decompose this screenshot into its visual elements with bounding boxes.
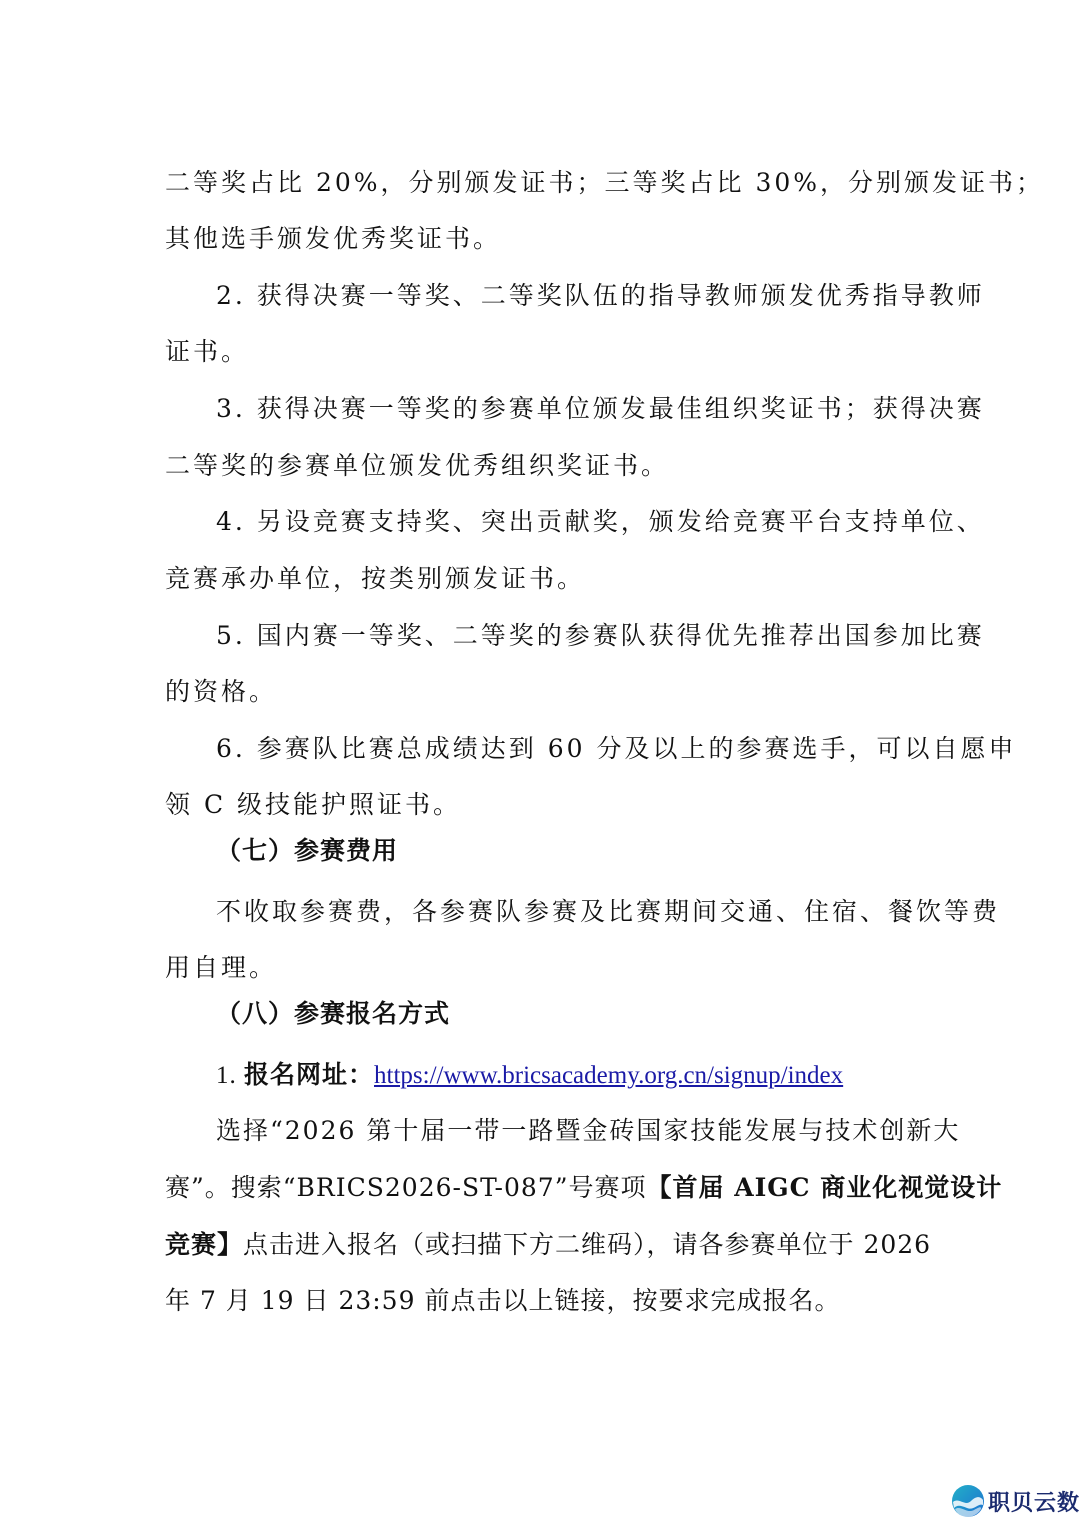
paragraph-line: 二等奖的参赛单位颁发优秀组织奖证书。	[165, 451, 670, 480]
wave-globe-icon	[950, 1483, 986, 1519]
paragraph-text: 赛”。搜索“BRICS2026-ST-087”号赛项	[165, 1173, 647, 1202]
list-item-3: 3. 获得决赛一等奖的参赛单位颁发最佳组织奖证书；获得决赛	[216, 394, 985, 423]
paragraph-line: 年 7 月 19 日 23:59 前点击以上链接，按要求完成报名。	[165, 1286, 841, 1315]
section-heading-registration: （八）参赛报名方式	[216, 999, 451, 1028]
list-item-6: 6. 参赛队比赛总成绩达到 60 分及以上的参赛选手，可以自愿申	[216, 734, 1017, 763]
paragraph-line: 不收取参赛费，各参赛队参赛及比赛期间交通、住宿、餐饮等费	[216, 897, 1001, 926]
paragraph-line: 二等奖占比 20%，分别颁发证书；三等奖占比 30%，分别颁发证书；	[165, 168, 1045, 197]
paragraph-line	[165, 1228, 931, 1262]
registration-line	[216, 1058, 843, 1093]
list-number: 1.	[216, 1062, 244, 1089]
paragraph-line: 用自理。	[165, 953, 278, 982]
paragraph-line: 证书。	[165, 337, 250, 366]
paragraph-line	[165, 1171, 1002, 1205]
list-item-2: 2. 获得决赛一等奖、二等奖队伍的指导教师颁发优秀指导教师	[216, 281, 985, 310]
paragraph-line: 其他选手颁发优秀奖证书。	[165, 224, 502, 253]
list-item-5: 5. 国内赛一等奖、二等奖的参赛队获得优先推荐出国参加比赛	[216, 621, 985, 650]
section-heading-fees: （七）参赛费用	[216, 836, 399, 865]
paragraph-line: 选择“2026 第十届一带一路暨金砖国家技能发展与技术创新大	[216, 1116, 961, 1145]
registration-label: 报名网址：	[244, 1060, 375, 1089]
event-name-bold: 竞赛】	[165, 1230, 244, 1259]
paragraph-line: 领 C 级技能护照证书。	[165, 790, 462, 819]
paragraph-line: 的资格。	[165, 677, 278, 706]
watermark-logo	[950, 1483, 1080, 1519]
logo-text: 职贝云数	[988, 1491, 1080, 1516]
paragraph-text: 点击进入报名（或扫描下方二维码），请各参赛单位于 2026	[243, 1230, 932, 1259]
registration-link[interactable]: https://www.bricsacademy.org.cn/signup/index	[374, 1062, 844, 1089]
event-name-bold: 【首届 AIGC 商业化视觉设计	[646, 1173, 1003, 1202]
paragraph-line: 竞赛承办单位，按类别颁发证书。	[165, 564, 586, 593]
list-item-4: 4. 另设竞赛支持奖、突出贡献奖，颁发给竞赛平台支持单位、	[216, 507, 985, 536]
